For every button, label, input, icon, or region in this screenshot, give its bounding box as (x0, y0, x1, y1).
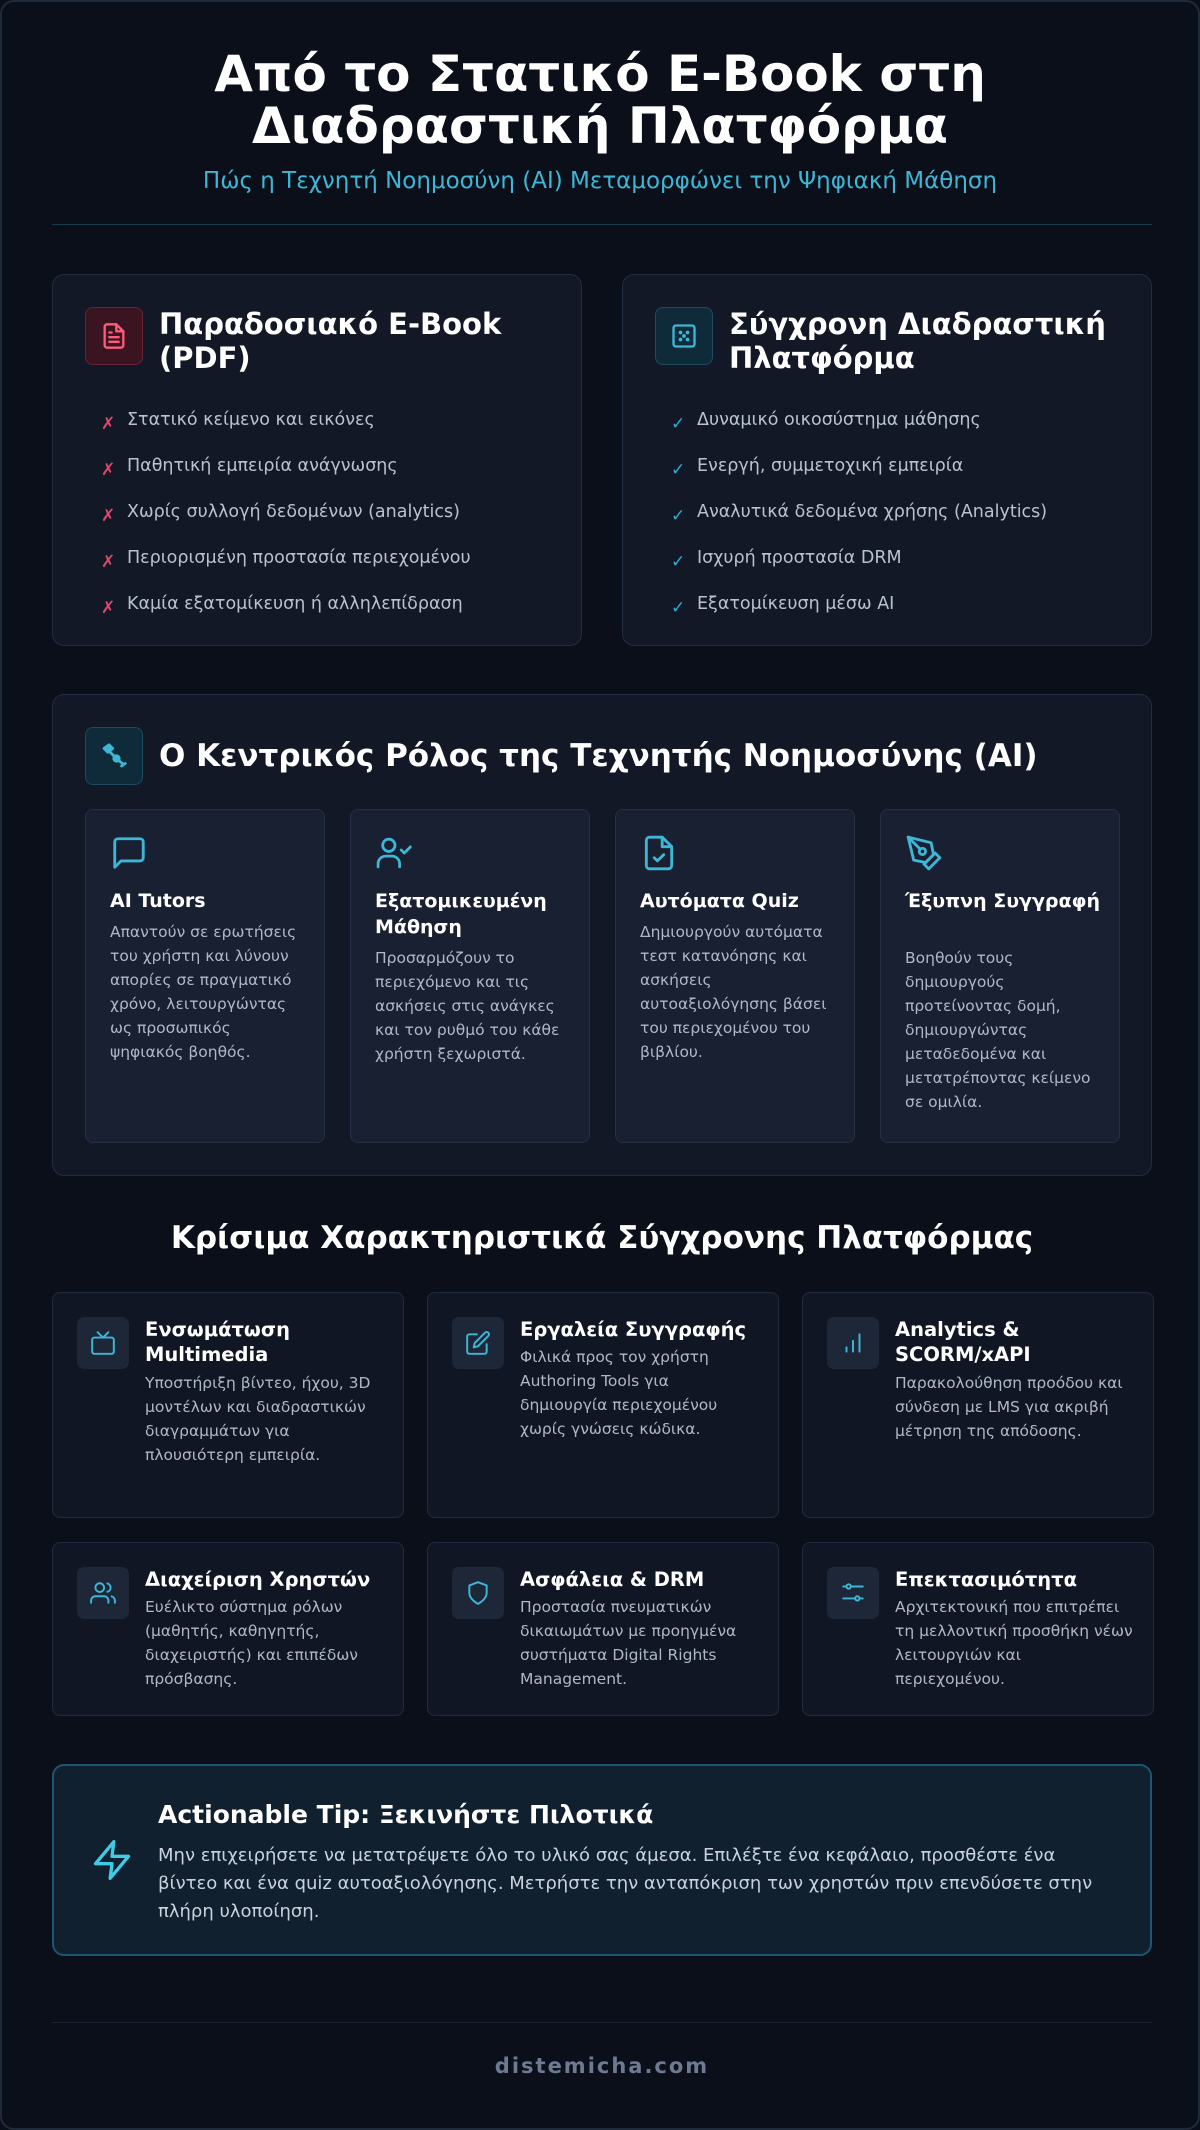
edit-icon (452, 1317, 504, 1369)
tv-icon (77, 1317, 129, 1369)
ai-card-desc: Δημιουργούν αυτόματα τεστ κατανόησης και ασκήσεις αυτοαξιολόγησης βάσει του περιεχομένου του βιβλίου. (640, 923, 827, 1061)
bar-chart-icon (827, 1317, 879, 1369)
feature-title: Εργαλεία Συγγραφής (520, 1318, 747, 1341)
ai-card-title: AI Tutors (110, 890, 206, 912)
list-item (671, 489, 1047, 535)
header (2, 2, 1198, 194)
feature-multimedia (52, 1292, 404, 1518)
check-icon: ✓ (671, 460, 686, 480)
ai-card-quiz (615, 809, 855, 1143)
feature-desc: Ευέλικτο σύστημα ρόλων (μαθητής, καθηγητής, διαχειριστής) και επιπέδων πρόσβασης. (145, 1598, 358, 1688)
feature-title: Διαχείριση Χρηστών (145, 1568, 371, 1591)
page-title: Από το Στατικό E-Book στη Διαδραστική Πλατφόρμα (214, 45, 986, 155)
pen-tool-icon (905, 834, 943, 872)
user-check-icon (375, 834, 415, 872)
feature-desc: Φιλικά προς τον χρήστη Authoring Tools για δημιουργία περιεχομένου χωρίς γνώσεις κώδικα. (520, 1348, 718, 1438)
check-icon: ✓ (671, 414, 686, 434)
list-item (671, 535, 1047, 581)
ai-card-title: Αυτόματα Quiz (640, 890, 799, 912)
list-item-text: Παθητική εμπειρία ανάγνωσης (127, 456, 398, 476)
features-title: Κρίσιμα Χαρακτηριστικά Σύγχρονης Πλατφόρμας (170, 1220, 1034, 1256)
feature-security (427, 1542, 779, 1716)
cross-icon: ✗ (101, 552, 116, 572)
traditional-title: Παραδοσιακό E-Book (PDF) (159, 307, 502, 375)
list-item-text: Ισχυρή προστασία DRM (697, 548, 902, 568)
list-item (101, 397, 471, 443)
shield-icon (452, 1567, 504, 1619)
list-item (101, 535, 471, 581)
header-divider (52, 224, 1152, 225)
list-item-text: Ενεργή, συμμετοχική εμπειρία (697, 456, 964, 476)
ai-card-tutors (85, 809, 325, 1143)
ai-card-title: Έξυπνη Συγγραφή (905, 890, 1100, 912)
ai-card-desc: Προσαρμόζουν το περιεχόμενο και τις ασκήσεις στις ανάγκες και τον ρυθμό του κάθε χρήστη ξεχωριστά. (375, 949, 560, 1063)
check-icon: ✓ (671, 598, 686, 618)
list-item (101, 489, 471, 535)
list-item (671, 443, 1047, 489)
cross-icon: ✗ (101, 506, 116, 526)
lightning-icon (90, 1836, 134, 1884)
feature-analytics (802, 1292, 1154, 1518)
feature-desc: Παρακολούθηση προόδου και σύνδεση με LMS για ακριβή μέτρηση της απόδοσης. (895, 1374, 1123, 1440)
ai-role-section (52, 694, 1152, 1176)
tip-title: Actionable Tip: Ξεκινήστε Πιλοτικά (158, 1800, 654, 1829)
feature-desc: Προστασία πνευματικών δικαιωμάτων με προηγμένα συστήματα Digital Rights Management. (520, 1598, 737, 1688)
dice-icon (655, 307, 713, 365)
cross-icon: ✗ (101, 414, 116, 434)
feature-desc: Αρχιτεκτονική που επιτρέπει τη μελλοντική προσθήκη νέων λειτουργιών και περιεχομένου. (895, 1598, 1133, 1688)
users-icon (77, 1567, 129, 1619)
traditional-ebook-card (52, 274, 582, 646)
list-item (671, 581, 1047, 627)
ai-card-desc: Απαντούν σε ερωτήσεις του χρήστη και λύνουν απορίες σε πραγματικό χρόνο, λειτουργώντας ως προσωπικός ψηφιακός βοηθός. (110, 923, 297, 1061)
sliders-icon (827, 1567, 879, 1619)
list-item (671, 397, 1047, 443)
list-item-text: Αναλυτικά δεδομένα χρήσης (Analytics) (697, 502, 1048, 522)
chat-bubble-icon (110, 834, 148, 872)
file-check-icon (640, 834, 678, 872)
feature-user-management (52, 1542, 404, 1716)
feature-title: Analytics & SCORM/xAPI (895, 1318, 1031, 1366)
list-item-text: Εξατομίκευση μέσω AI (697, 594, 895, 614)
check-icon: ✓ (671, 552, 686, 572)
actionable-tip (52, 1764, 1152, 1956)
feature-title: Ασφάλεια & DRM (520, 1568, 705, 1591)
list-item-text: Χωρίς συλλογή δεδομένων (analytics) (127, 502, 460, 522)
list-item-text: Δυναμικό οικοσύστημα μάθησης (697, 410, 981, 430)
footer-site: distemicha.com (494, 2054, 710, 2078)
list-item-text: Περιορισμένη προστασία περιεχομένου (127, 548, 471, 568)
cross-icon: ✗ (101, 598, 116, 618)
ai-section-title: Ο Κεντρικός Ρόλος της Τεχνητής Νοημοσύνης (AI) (159, 738, 1038, 774)
footer-divider (52, 2022, 1152, 2023)
list-item-text: Στατικό κείμενο και εικόνες (127, 410, 375, 430)
feature-title: Επεκτασιμότητα (895, 1568, 1077, 1591)
check-icon: ✓ (671, 506, 686, 526)
cross-icon: ✗ (101, 460, 116, 480)
ai-card-personalized (350, 809, 590, 1143)
list-item-text: Καμία εξατομίκευση ή αλληλεπίδραση (127, 594, 463, 614)
tip-desc: Μην επιχειρήσετε να μετατρέψετε όλο το υλικό σας άμεσα. Επιλέξτε ένα κεφάλαιο, προσθέστε ένα βίντεο και ένα quiz αυτοαξιολόγησης. Μετρήστε την ανταπόκριση των χρηστών πριν επενδύσετε στην πλήρη υλοποίηση. (158, 1845, 1093, 1922)
page-subtitle: Πώς η Τεχνητή Νοημοσύνη (AI) Μεταμορφώνει την Ψηφιακή Μάθηση (202, 168, 998, 194)
modern-platform-card (622, 274, 1152, 646)
ai-card-desc: Βοηθούν τους δημιουργούς προτείνοντας δομή, δημιουργώντας μεταδεδομένα και μετατρέποντας κείμενο σε ομιλία. (905, 949, 1091, 1111)
robot-arm-icon (85, 727, 143, 785)
ai-card-title: Εξατομικευμένη Μάθηση (375, 890, 547, 938)
feature-title: Ενσωμάτωση Multimedia (145, 1318, 290, 1366)
document-icon (85, 307, 143, 365)
modern-title: Σύγχρονη Διαδραστική Πλατφόρμα (729, 307, 1106, 375)
list-item (101, 443, 471, 489)
feature-authoring (427, 1292, 779, 1518)
traditional-list (101, 397, 471, 627)
feature-desc: Υποστήριξη βίντεο, ήχου, 3D μοντέλων και διαδραστικών διαγραμμάτων για πλουσιότερη εμπειρία. (145, 1374, 371, 1464)
ai-card-smart-writing (880, 809, 1120, 1143)
modern-list (671, 397, 1047, 627)
feature-scalability (802, 1542, 1154, 1716)
list-item (101, 581, 471, 627)
